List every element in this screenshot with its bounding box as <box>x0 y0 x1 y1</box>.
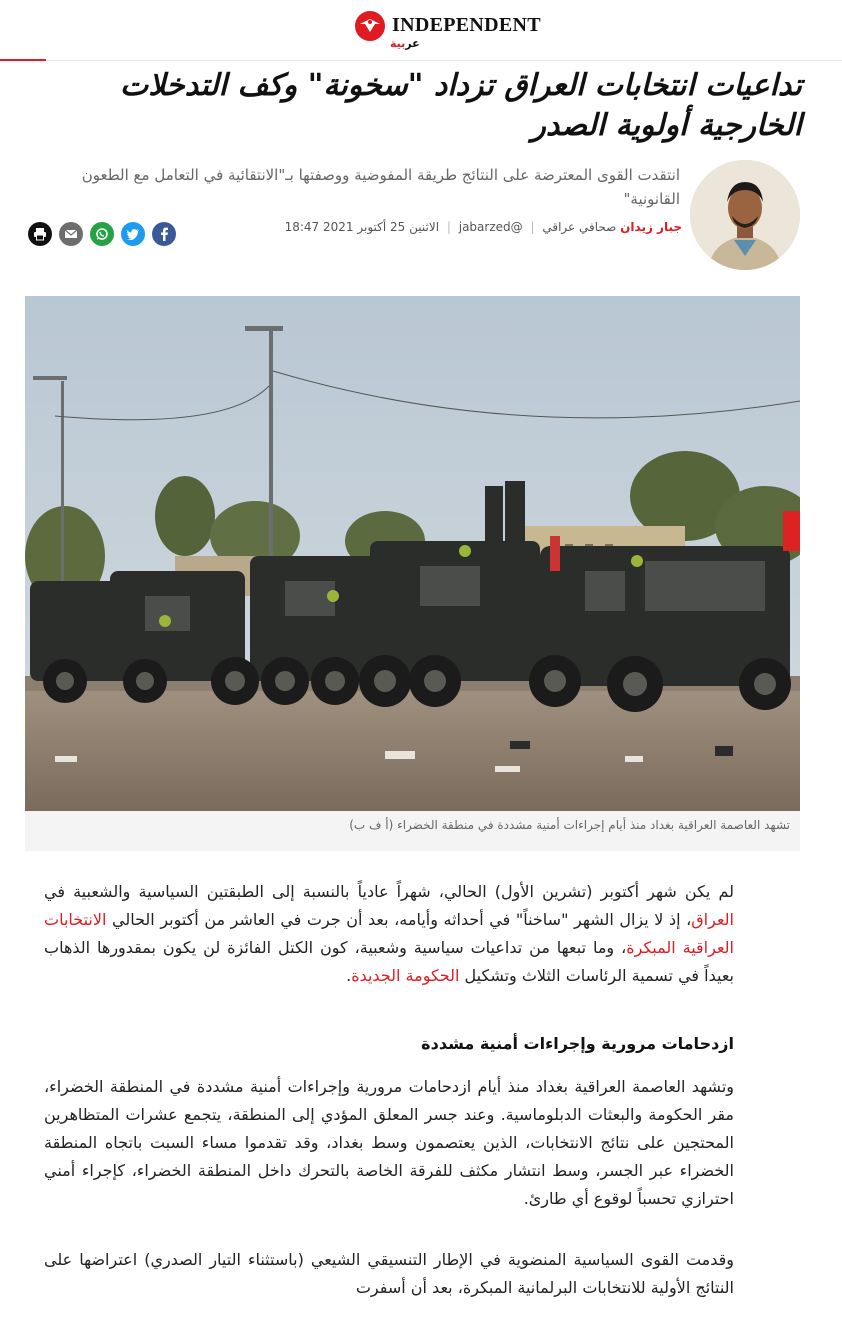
twitter-share-button[interactable] <box>121 222 145 246</box>
author-role: صحافي عراقي <box>542 220 617 234</box>
article-subtitle: انتقدت القوى المعترضة على النتائج طريقة المفوضية ووصفتها بـ"الانتقائية في التعامل مع الطعون القانونية" <box>81 166 680 208</box>
lead-figure <box>25 296 800 851</box>
photo-caption: تشهد العاصمة العراقية بغداد منذ أيام إجراءات أمنية مشددة في منطقة الخضراء (أ ف ب) <box>349 818 790 832</box>
article-paragraph: وتشهد العاصمة العراقية بغداد منذ أيام ازدحامات مرورية وإجراءات أمنية مشددة في المنطقة الخضراء، مقر الحكومة والبعثات الدبلوماسية. وعند جسر المعلق المؤدي إلى المنطقة، يتجمع عشرات المتظاهرين المحتجين على نتائج الانتخابات، الذين يعتصمون وسط بغداد، وقد تقدموا مساء السبت باتجاه المنطقة الخضراء عبر الجسر، وسط انتشار مكثف للفرقة الخاصة بالتحرك داخل المنطقة الخضراء، كإجراء أمني احترازي تحسباً لوقوع أي طارئ. <box>44 1077 734 1208</box>
email-share-button[interactable] <box>59 222 83 246</box>
link-iraq[interactable]: العراق <box>691 910 734 929</box>
meta-separator: | <box>446 220 451 234</box>
link-iraqi-elections[interactable]: الانتخابات العراقية المبكرة <box>44 910 734 957</box>
brand-sub-red: بية <box>390 37 406 50</box>
article-paragraph <box>44 878 734 990</box>
author-avatar[interactable] <box>690 160 800 270</box>
lead-photo[interactable] <box>25 296 800 811</box>
armored-vehicles-photo <box>25 296 800 811</box>
header-accent-line <box>0 59 46 61</box>
brand-sub-black: عر <box>405 37 420 50</box>
author-name[interactable]: جبار زيدان <box>620 220 682 234</box>
print-icon <box>33 227 47 241</box>
print-button[interactable] <box>28 222 52 246</box>
brand-name: INDEPENDENT <box>392 14 541 36</box>
article-meta <box>284 220 682 234</box>
author-photo <box>690 160 800 270</box>
email-icon <box>64 228 78 240</box>
link-new-government[interactable]: الحكومة الجديدة <box>351 966 460 985</box>
eagle-logo-icon <box>354 10 386 42</box>
article-paragraph: وقدمت القوى السياسية المنضوية في الإطار التنسيقي الشيعي (باستثناء التيار الصدري) اعتراضها على النتائج الأولية للانتخابات البرلمانية المبكرة، بعد أن أسفرت <box>44 1250 734 1297</box>
publish-date: الاثنين 25 أكتوبر 2021 <box>323 220 440 234</box>
twitter-icon <box>126 228 140 240</box>
meta-separator: | <box>530 220 535 234</box>
whatsapp-icon <box>95 227 109 241</box>
whatsapp-share-button[interactable] <box>90 222 114 246</box>
section-heading: ازدحامات مرورية وإجراءات أمنية مشددة <box>421 1034 734 1053</box>
site-logo[interactable] <box>354 8 541 56</box>
facebook-icon <box>159 227 169 241</box>
publish-time: 18:47 <box>284 220 320 234</box>
author-handle[interactable]: @jabarzed <box>458 220 523 234</box>
paragraph-text: . <box>346 966 352 985</box>
paragraph-text: ، وما تبعها من تداعيات سياسية وشعبية، كون الكتل الفائزة لن يكون بمقدورها الذهاب بعيداً في تسمية الرئاسات الثلاث وتشكيل <box>44 938 734 985</box>
facebook-share-button[interactable] <box>152 222 176 246</box>
paragraph-text: لم يكن شهر أكتوبر (تشرين الأول) الحالي، شهراً عادياً بالنسبة إلى الطبقتين السياسية والشعبية في <box>44 882 734 901</box>
site-header <box>0 0 842 60</box>
article-title: تداعيات انتخابات العراق تزداد "سخونة" وكف التدخلات الخارجية أولوية الصدر <box>120 68 802 143</box>
header-divider <box>46 60 842 61</box>
paragraph-text: ، إذ لا يزال الشهر "ساخناً" في أحداثه وأيامه، بعد أن جرت في العاشر من أكتوبر الحالي <box>106 910 692 929</box>
brand-sub <box>390 37 420 50</box>
